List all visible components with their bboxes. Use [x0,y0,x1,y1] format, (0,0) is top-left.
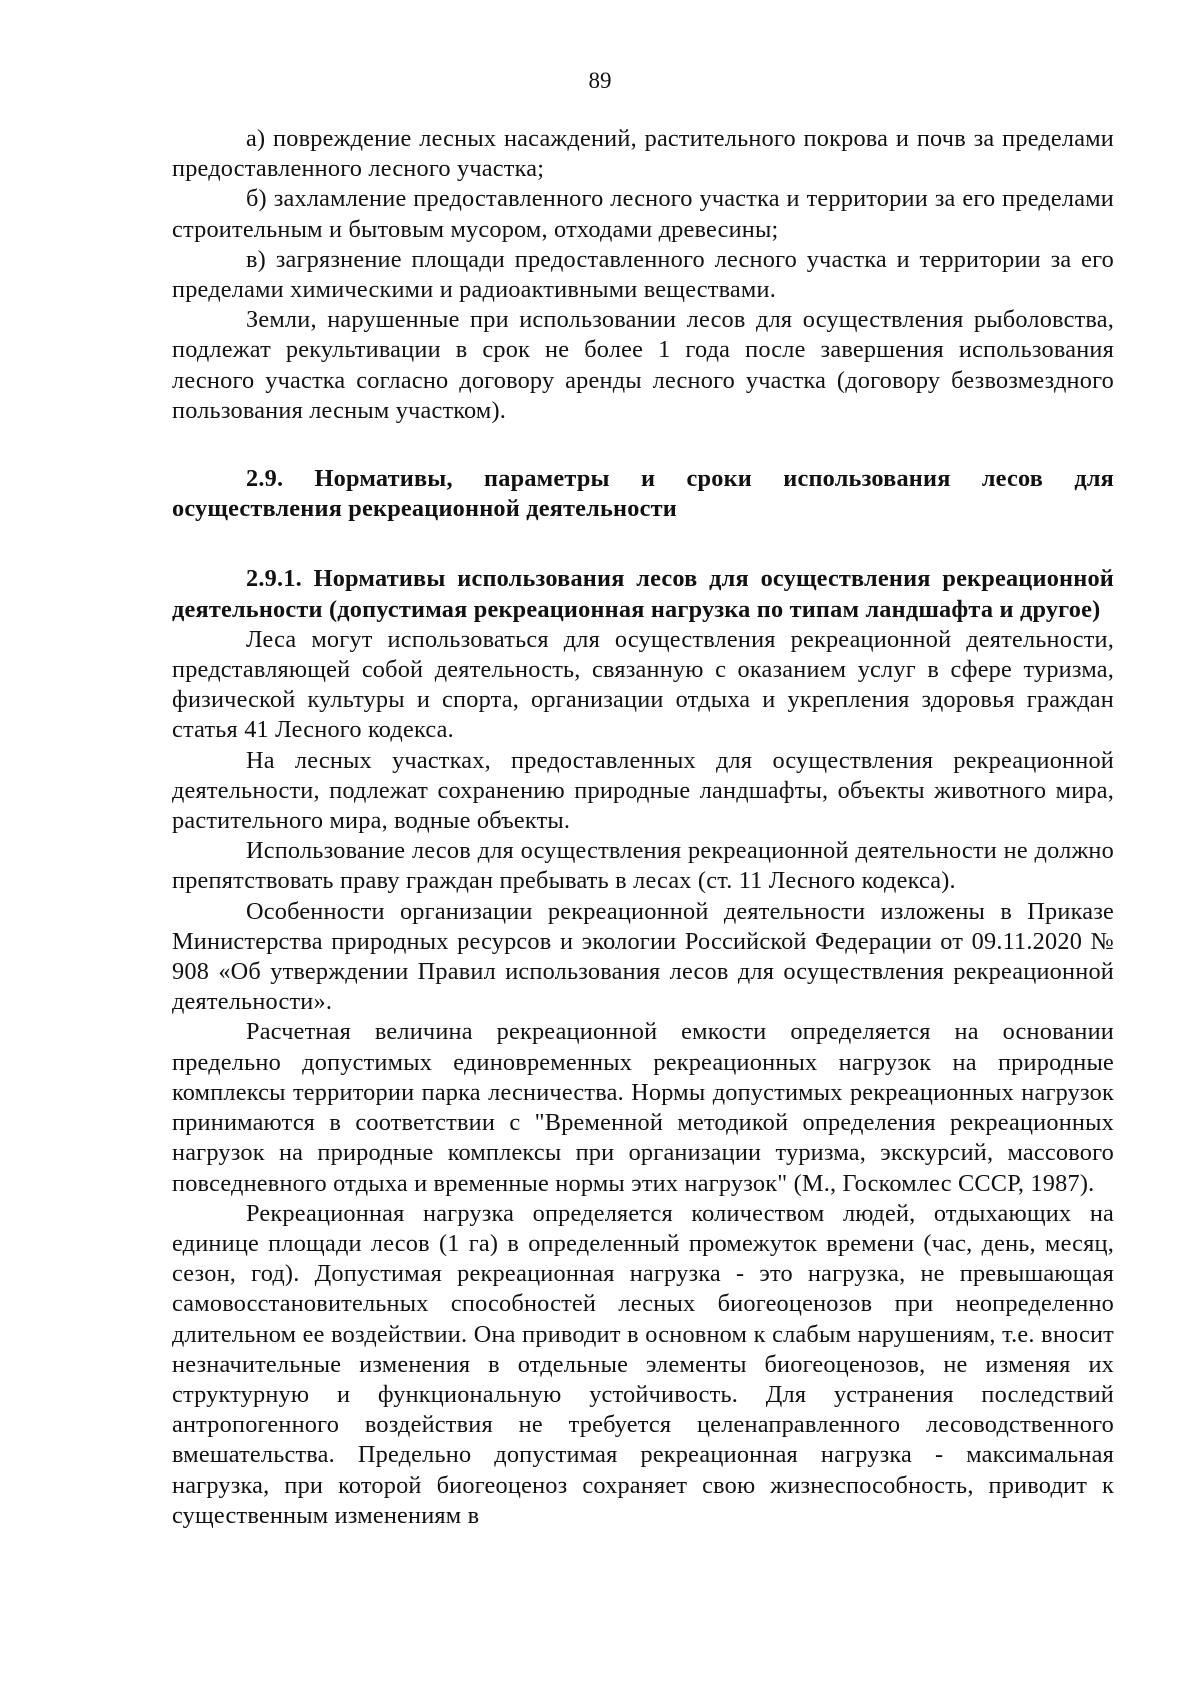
list-item-damage: а) повреждение лесных насаждений, растительного покрова и почв за пределами предоставленного лесного участка; [172,125,1114,183]
paragraph-forest-use: Леса могут использоваться для осуществления рекреационной деятельности, представляющей собой деятельность, связанную с оказанием услуг в сфере туризма, физической культуры и спорта, организации отдыха и укрепления здоровья граждан статья 41 Лесного кодекса. [172,625,1114,744]
page-number: 89 [588,68,612,93]
document-body [172,124,1114,1531]
section-heading: 2.9. Нормативы, параметры и сроки использования лесов для осуществления рекреационной деятельности [172,465,1114,523]
list-item-littering: б) захламление предоставленного лесного участка и территории за его пределами строительным и бытовым мусором, отходами древесины; [172,185,1114,243]
paragraph-land-reclamation: Земли, нарушенные при использовании лесов для осуществления рыболовства, подлежат рекультивации в срок не более 1 года после завершения использования лесного участка согласно договору аренды лесного участка (договору безвозмездного пользования лесным участком). [172,306,1114,424]
paragraph-citizen-rights: Использование лесов для осуществления рекреационной деятельности не должно препятствовать праву граждан пребывать в лесах (ст. 11 Лесного кодекса). [172,837,1114,895]
paragraph-order-reference: Особенности организации рекреационной деятельности изложены в Приказе Министерства природных ресурсов и экологии Российской Федерации от 09.11.2020 № 908 «Об утверждении Правил использования лесов для осуществления рекреационной деятельности». [172,897,1114,1016]
paragraph-capacity: Расчетная величина рекреационной емкости определяется на основании предельно допустимых единовременных рекреационных нагрузок на природные комплексы территории парка лесничества. Нормы допустимых рекреационных нагрузок принимаются в соответствии с "Временной методикой определения рекреационных нагрузок на природные комплексы при организации туризма, экскурсий, массового повседневного отдыха и временные нормы этих нагрузок" (М., Госкомлес СССР, 1987). [172,1018,1114,1197]
paragraph-recreational-load: Рекреационная нагрузка определяется количеством людей, отдыхающих на единице площади лесов (1 га) в определенный промежуток времени (час, день, месяц, сезон, год). Допустимая рекреационная нагрузка - это нагрузка, не превышающая самовосстановительных способностей лесных биогеоценозов при неопределенно длительном ее воздействии. Она приводит в основном к слабым нарушениям, т.е. вносит незначительные изменения в отдельные элементы биогеоценозов, не изменяя их структурную и функциональную устойчивость. Для устранения последствий антропогенного воздействия не требуется целенаправленного лесоводственного вмешательства. Предельно допустимая рекреационная нагрузка - максимальная нагрузка, при которой биогеоценоз сохраняет свою жизнеспособность, приводит к существенным изменениям в [172,1199,1114,1529]
subsection-heading: 2.9.1. Нормативы использования лесов для осуществления рекреационной деятельности (допустимая рекреационная нагрузка по типам ландшафта и другое) [172,565,1114,623]
list-item-pollution: в) загрязнение площади предоставленного лесного участка и территории за его пределами химическими и радиоактивными веществами. [172,245,1114,304]
paragraph-preservation: На лесных участках, предоставленных для осуществления рекреационной деятельности, подлежат сохранению природные ландшафты, объекты животного мира, растительного мира, водные объекты. [172,746,1114,835]
